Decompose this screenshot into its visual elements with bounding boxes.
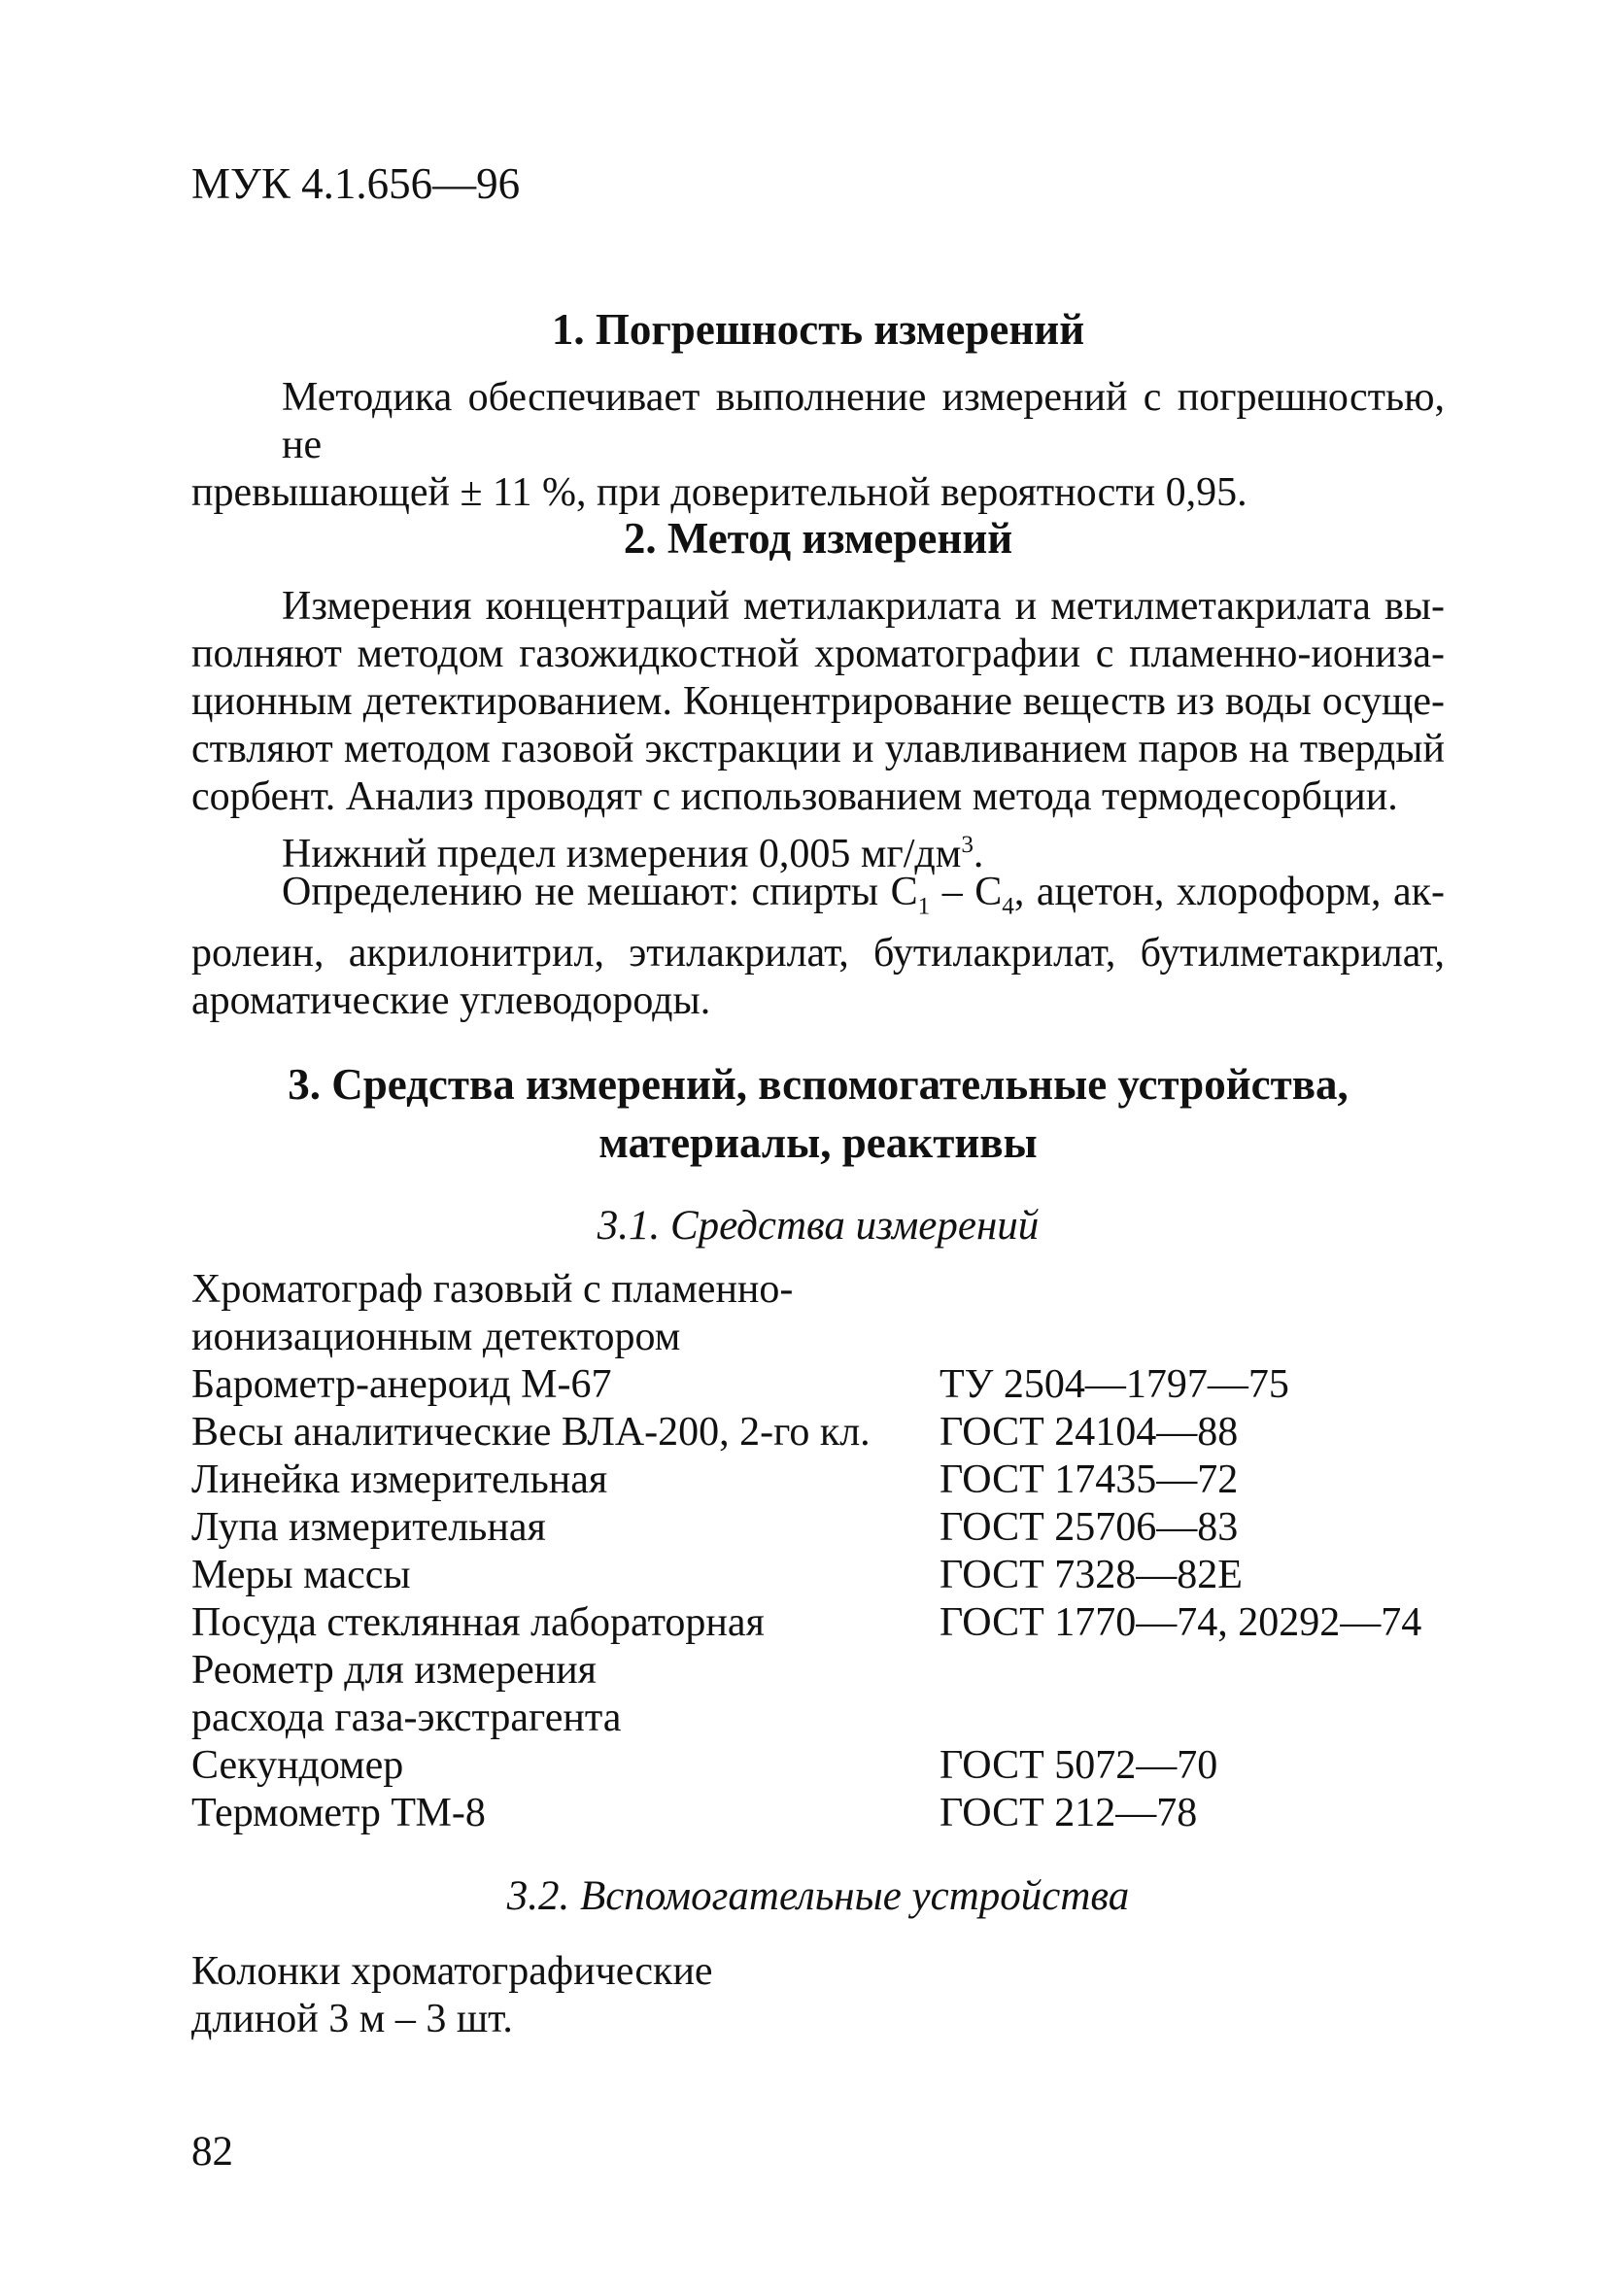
- paragraph-line: ролеин, акрилонитрил, этилакрилат, бутилакрилат, бутилметакрилат,: [191, 931, 1445, 977]
- subscript-4: 4: [1002, 893, 1014, 920]
- instrument-name: Линейка измерительная: [191, 1457, 608, 1502]
- section-2-paragraph-method: [191, 583, 1445, 821]
- paragraph-line: [191, 869, 1445, 930]
- paragraph-line: ционным детектированием. Концентрирование веществ из воды осуще-: [191, 679, 1445, 724]
- instrument-name: Термометр ТМ-8: [191, 1791, 486, 1835]
- instrument-standard: ГОСТ 1770—74, 20292—74: [940, 1600, 1422, 1645]
- interference-text-c: , ацетон, хлороформ, ак-: [1013, 870, 1446, 914]
- section-1-paragraph: [191, 374, 1445, 517]
- aux-device-line: длиной 3 м – 3 шт.: [191, 1997, 513, 2041]
- instrument-row: [191, 1314, 1445, 1361]
- instrument-name: Меры массы: [191, 1553, 411, 1597]
- instrument-standard: ГОСТ 17435—72: [940, 1457, 1239, 1502]
- instrument-name: Барометр-анероид М-67: [191, 1362, 612, 1407]
- instrument-name: Хроматограф газовый с пламенно-: [191, 1267, 794, 1312]
- subscript-1: 1: [917, 893, 931, 920]
- instrument-row: [191, 1695, 1445, 1742]
- instrument-standard: ТУ 2504—1797—75: [940, 1362, 1289, 1407]
- interference-text-b: – С: [930, 870, 1003, 914]
- instrument-row: [191, 1456, 1445, 1504]
- limit-text: Нижний предел измерения 0,005 мг/дм: [282, 832, 962, 876]
- interference-text-a: Определению не мешают: спирты С: [282, 870, 918, 914]
- instrument-standard: ГОСТ 7328—82Е: [940, 1553, 1243, 1597]
- instrument-row: [191, 1647, 1445, 1695]
- aux-device-line: Колонки хроматографические: [191, 1949, 713, 1994]
- paragraph-line: полняют методом газожидкостной хроматографии с пламенно-иониза-: [191, 632, 1445, 676]
- page-number: 82: [191, 2129, 233, 2175]
- paragraph-line: ароматические углеводороды.: [191, 978, 711, 1024]
- instrument-row: [191, 1504, 1445, 1552]
- paragraph-line: превышающей ± 11 %, при доверительной вероятности 0,95.: [191, 470, 1247, 515]
- section-1-title: 1. Погрешность измерений: [551, 305, 1085, 354]
- document-code: МУК 4.1.656—96: [191, 159, 521, 208]
- instrument-standard: ГОСТ 24104—88: [940, 1410, 1239, 1455]
- instrument-row: [191, 1361, 1445, 1409]
- instrument-name: Весы аналитические ВЛА-200, 2-го кл.: [191, 1410, 871, 1455]
- paragraph-line: Методика обеспечивает выполнение измерений с погрешностью, не: [282, 375, 1445, 467]
- instruments-list: [191, 1266, 1445, 1837]
- limit-period: .: [973, 832, 984, 876]
- instrument-standard: ГОСТ 5072—70: [940, 1743, 1218, 1788]
- instrument-name: ионизационным детектором: [191, 1315, 681, 1359]
- instrument-standard: ГОСТ 212—78: [940, 1791, 1198, 1835]
- section-2-paragraph-interference: [191, 869, 1445, 1025]
- instrument-name: Секундомер: [191, 1743, 404, 1788]
- section-3-title-line-2: материалы, реактивы: [598, 1118, 1038, 1167]
- instrument-name: Посуда стеклянная лабораторная: [191, 1600, 765, 1645]
- instrument-name: Реометр для измерения: [191, 1648, 597, 1693]
- section-2-title: 2. Метод измерений: [623, 514, 1013, 563]
- instrument-row: [191, 1552, 1445, 1599]
- subsection-3-2-title: 3.2. Вспомогательные устройства: [506, 1873, 1130, 1919]
- instrument-name: Лупа измерительная: [191, 1505, 546, 1550]
- instrument-row: [191, 1409, 1445, 1456]
- instrument-row: [191, 1742, 1445, 1790]
- instrument-name: расхода газа-экстрагента: [191, 1696, 622, 1740]
- paragraph-line: ствляют методом газовой экстракции и улавливанием паров на твердый: [191, 727, 1445, 771]
- instrument-row: [191, 1266, 1445, 1314]
- subsection-3-1-title: 3.1. Средства измерений: [597, 1203, 1040, 1249]
- instrument-row: [191, 1599, 1445, 1647]
- section-3-title-line-1: 3. Средства измерений, вспомогательные устройства,: [288, 1060, 1349, 1109]
- limit-superscript: 3: [961, 832, 974, 858]
- instrument-row: [191, 1790, 1445, 1837]
- paragraph-line: сорбент. Анализ проводят с использованием метода термодесорбции.: [191, 774, 1398, 819]
- paragraph-line: Измерения концентраций метилакрилата и метилметакрилата вы-: [282, 584, 1445, 629]
- instrument-standard: ГОСТ 25706—83: [940, 1505, 1239, 1550]
